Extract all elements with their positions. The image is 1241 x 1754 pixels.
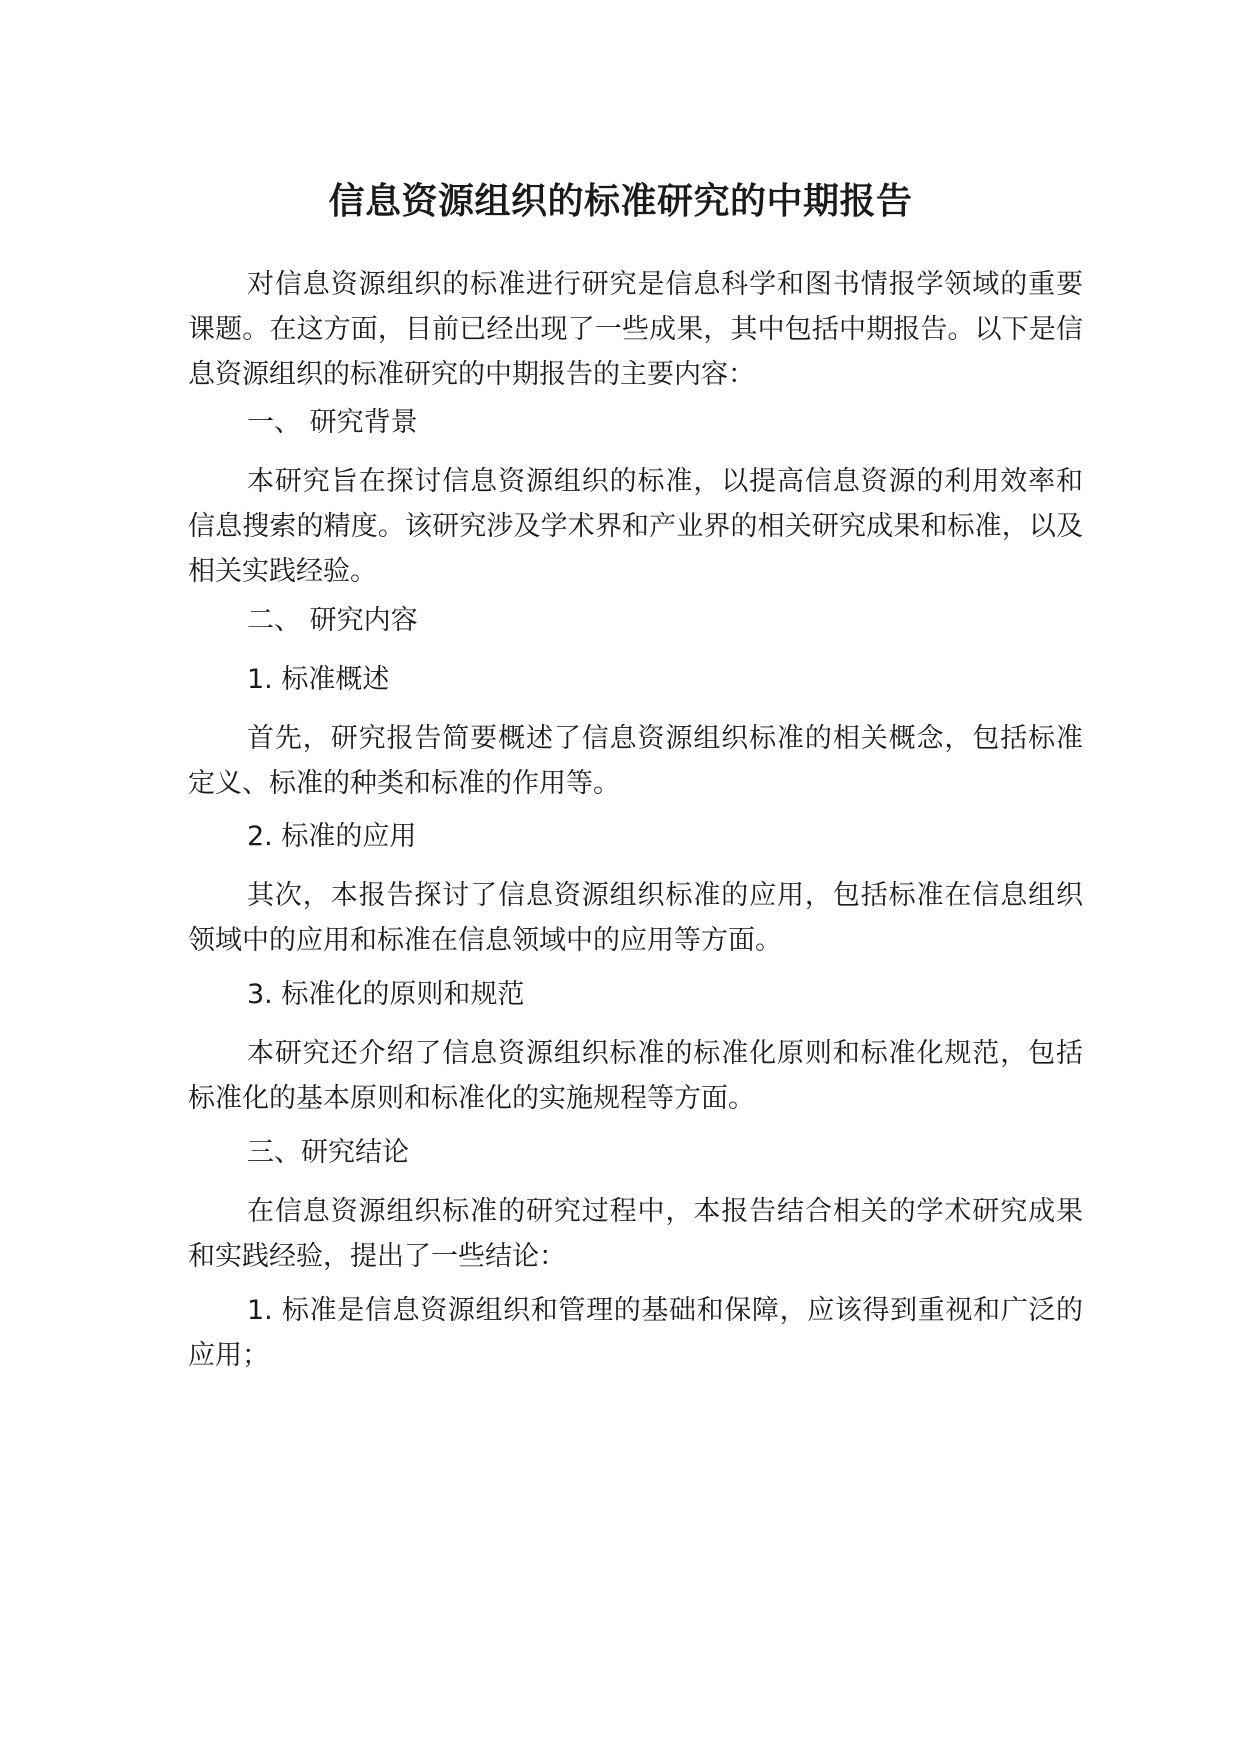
- subheading-overview: 1. 标准概述: [247, 664, 390, 695]
- section-heading-content: 二、 研究内容: [247, 605, 418, 636]
- principles-paragraph: 本研究还介绍了信息资源组织标准的标准化原则和标准化规范，包括标准化的基本原则和标准化的实施规程等方面。: [188, 1038, 1083, 1114]
- section-heading-background: 一、 研究背景: [247, 407, 418, 438]
- document-title: 信息资源组织的标准研究的中期报告: [328, 181, 913, 222]
- overview-paragraph: 首先，研究报告简要概述了信息资源组织标准的相关概念，包括标准定义、标准的种类和标准的作用等。: [188, 723, 1083, 799]
- conclusion-item-1: 1. 标准是信息资源组织和管理的基础和保障，应该得到重视和广泛的应用；: [188, 1295, 1083, 1371]
- subheading-principles: 3. 标准化的原则和规范: [247, 979, 525, 1010]
- background-paragraph: 本研究旨在探讨信息资源组织的标准，以提高信息资源的利用效率和信息搜索的精度。该研究涉及学术界和产业界的相关研究成果和标准，以及相关实践经验。: [188, 466, 1083, 587]
- application-paragraph: 其次，本报告探讨了信息资源组织标准的应用，包括标准在信息组织领域中的应用和标准在信息领域中的应用等方面。: [188, 880, 1083, 956]
- subheading-application: 2. 标准的应用: [247, 821, 417, 852]
- conclusion-paragraph: 在信息资源组织标准的研究过程中，本报告结合相关的学术研究成果和实践经验，提出了一些结论：: [188, 1196, 1083, 1272]
- intro-paragraph: 对信息资源组织的标准进行研究是信息科学和图书情报学领域的重要课题。在这方面，目前已经出现了一些成果，其中包括中期报告。以下是信息资源组织的标准研究的中期报告的主要内容：: [188, 269, 1083, 390]
- section-heading-conclusion: 三、研究结论: [247, 1137, 409, 1168]
